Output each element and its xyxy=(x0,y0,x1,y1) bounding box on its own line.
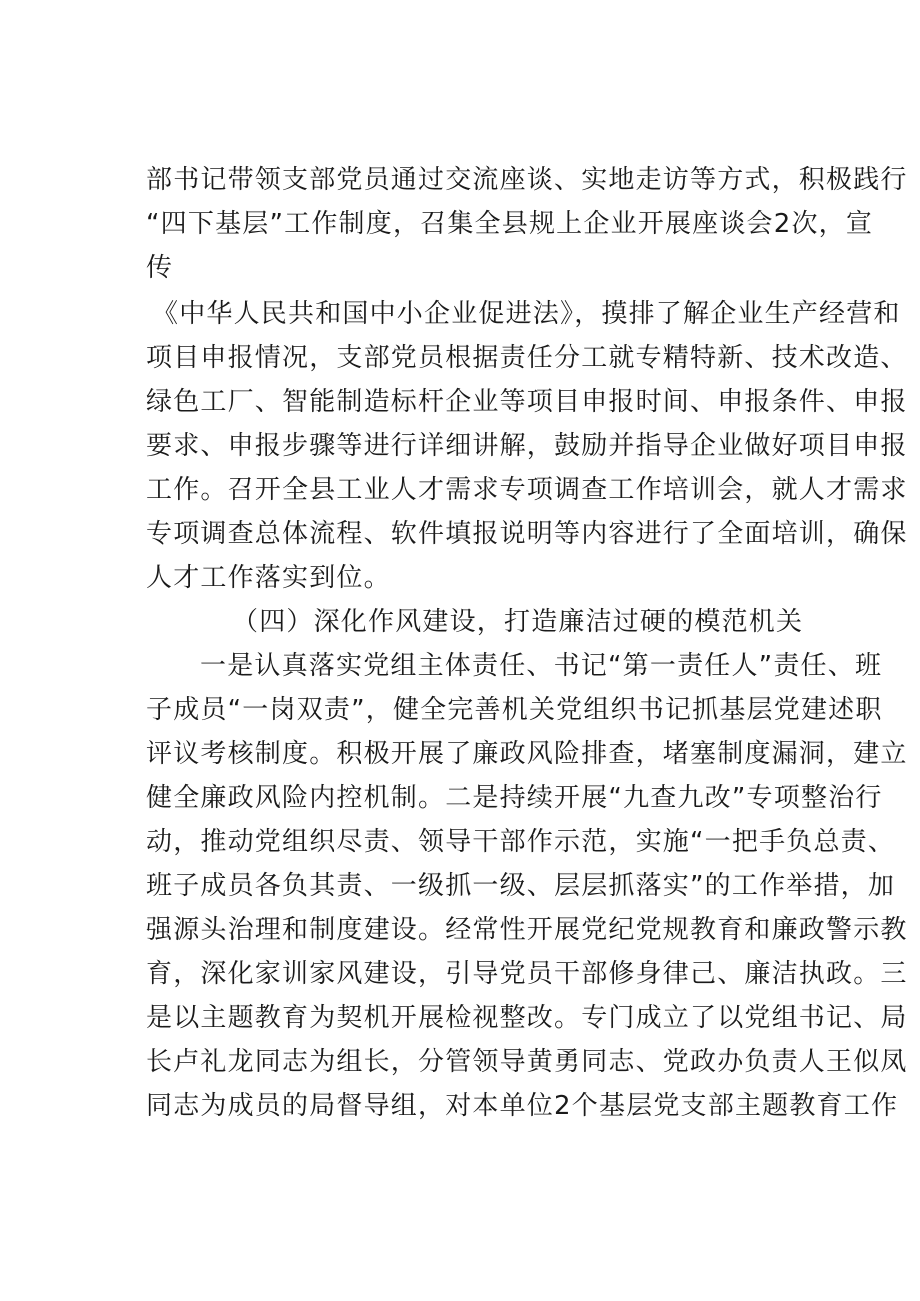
body-text-line: 强源头治理和制度建设。经常性开展党纪党规教育和廉政警示教 xyxy=(146,915,908,945)
body-text-line: 专项调查总体流程、软件填报说明等内容进行了全面培训，确保 xyxy=(146,519,908,549)
body-text-line: “四下基层”工作制度，召集全县规上企业开展座谈会2次，宣 xyxy=(146,209,874,239)
paragraph-first-line: 一是认真落实党组主体责任、书记“第一责任人”责任、班 xyxy=(200,651,883,681)
section-heading: （四）深化作风建设，打造廉洁过硬的模范机关 xyxy=(232,607,804,637)
body-text-line: 子成员“一岗双责”，健全完善机关党组织书记抓基层党建述职 xyxy=(146,695,883,725)
body-text-line: 是以主题教育为契机开展检视整改。专门成立了以党组书记、局 xyxy=(146,1003,908,1033)
body-text-line: 要求、申报步骤等进行详细讲解，鼓励并指导企业做好项目申报 xyxy=(146,431,908,461)
body-text-line: 人才工作落实到位。 xyxy=(146,563,391,593)
body-text-line: 评议考核制度。积极开展了廉政风险排查，堵塞制度漏洞，建立 xyxy=(146,739,908,769)
body-text-line: 项目申报情况，支部党员根据责任分工就专精特新、技术改造、 xyxy=(146,343,908,373)
body-text-line: 动，推动党组织尽责、领导干部作示范，实施“一把手负总责、 xyxy=(146,827,896,857)
body-text-line: 同志为成员的局督导组，对本单位2个基层党支部主题教育工作 xyxy=(146,1091,899,1121)
body-text-line: 绿色工厂、智能制造标杆企业等项目申报时间、申报条件、申报 xyxy=(146,387,908,417)
body-text-line: 部书记带领支部党员通过交流座谈、实地走访等方式，积极践行 xyxy=(146,165,908,195)
body-text-line: 《中华人民共和国中小企业促进法》，摸排了解企业生产经营和 xyxy=(152,299,901,329)
body-text-line: 传 xyxy=(146,253,174,283)
body-text-line: 长卢礼龙同志为组长，分管领导黄勇同志、党政办负责人王似凤 xyxy=(146,1047,908,1077)
body-text-line: 班子成员各负其责、一级抓一级、层层抓落实”的工作举措，加 xyxy=(146,871,896,901)
body-text-line: 育，深化家训家风建设，引导党员干部修身律己、廉洁执政。三 xyxy=(146,959,908,989)
body-text-line: 工作。召开全县工业人才需求专项调查工作培训会，就人才需求 xyxy=(146,475,908,505)
body-text-line: 健全廉政风险内控机制。二是持续开展“九查九改”专项整治行 xyxy=(146,783,883,813)
